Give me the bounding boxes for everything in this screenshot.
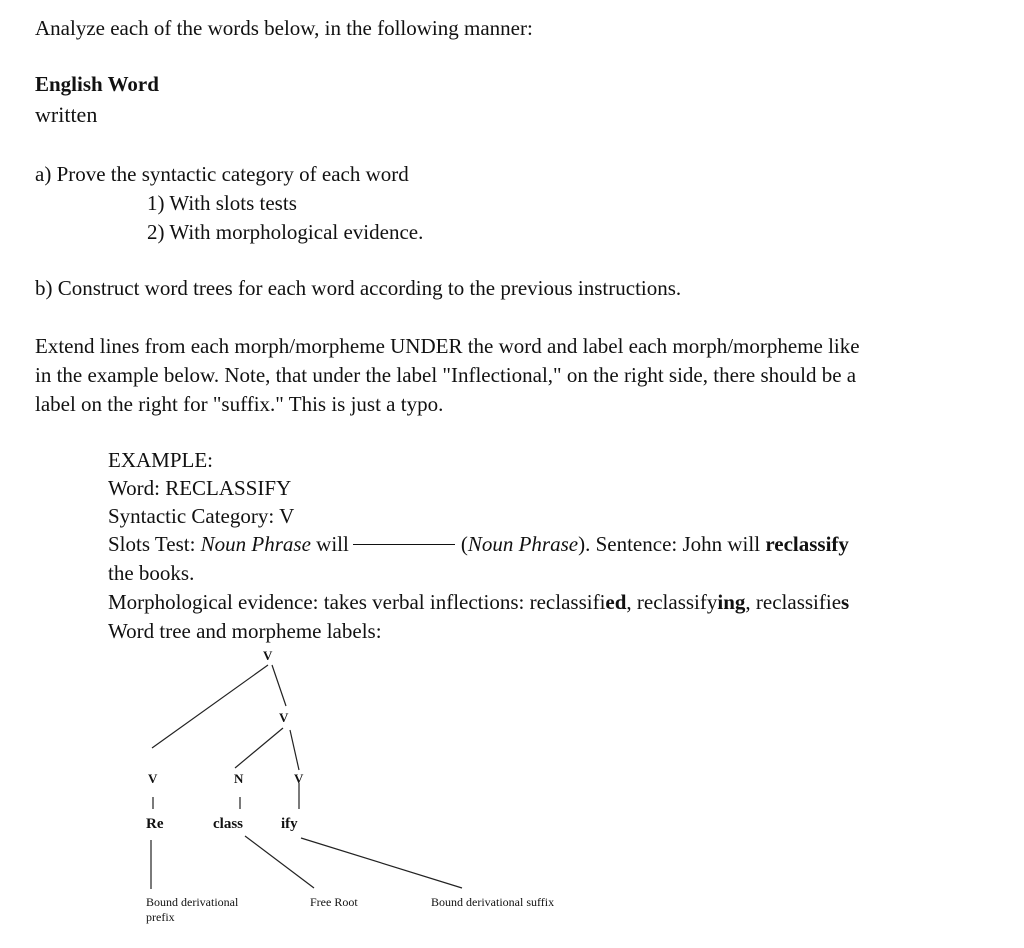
- example-slots-continuation: the books.: [108, 561, 195, 585]
- slots-bold-word: reclassify: [765, 532, 849, 556]
- tree-label-root: Free Root: [310, 895, 358, 909]
- english-word-value: written: [35, 102, 98, 127]
- extend-note-line-1: Extend lines from each morph/morpheme UNDER the word and label each morph/morpheme like: [35, 334, 860, 358]
- tree-label-line-suffix: [301, 838, 462, 888]
- slots-will: will: [310, 532, 349, 556]
- slots-np2-open: (: [460, 532, 468, 556]
- english-word-heading: English Word: [35, 72, 159, 96]
- instruction-intro: Analyze each of the words below, in the following manner:: [35, 16, 533, 40]
- tree-branch-inner-left: [235, 728, 283, 768]
- tree-branch-top-right: [272, 665, 286, 706]
- morph-bold-1: ed: [605, 590, 627, 614]
- tree-node-inner-v: V: [279, 710, 289, 725]
- tree-branch-inner-right: [290, 730, 299, 770]
- task-b-label: b) Construct word trees for each word according to the previous instructions.: [35, 276, 682, 300]
- morph-mid-2: , reclassifie: [745, 590, 842, 614]
- slots-np2-close: ). Sentence: John will: [578, 532, 766, 556]
- morph-prefix: Morphological evidence: takes verbal inflections: reclassifi: [108, 590, 606, 614]
- extend-note-line-3: label on the right for "suffix." This is just a typo.: [35, 392, 444, 416]
- example-category-line: Syntactic Category: V: [108, 504, 295, 528]
- extend-note-line-2: in the example below. Note, that under the label "Inflectional," on the right side, there should be a: [35, 363, 857, 387]
- example-tree-intro: Word tree and morpheme labels:: [108, 619, 382, 643]
- slots-np1: Noun Phrase: [200, 532, 311, 556]
- tree-label-prefix-1: Bound derivational: [146, 895, 239, 909]
- tree-morph-re: Re: [146, 816, 164, 832]
- tree-label-suffix: Bound derivational suffix: [431, 895, 555, 909]
- tree-node-leaf-v: V: [148, 771, 158, 786]
- morph-bold-2: ing: [717, 590, 746, 614]
- slots-prefix: Slots Test:: [108, 532, 201, 556]
- task-a-item-2: 2) With morphological evidence.: [147, 220, 424, 244]
- morph-bold-3: s: [841, 590, 850, 614]
- tree-morph-class: class: [213, 816, 243, 832]
- tree-node-leaf-v2: V: [294, 771, 304, 786]
- tree-node-leaf-n: N: [234, 771, 244, 786]
- slots-np2: Noun Phrase: [467, 532, 579, 556]
- tree-branch-top-left: [152, 665, 268, 748]
- tree-node-top-v: V: [263, 648, 273, 663]
- example-heading: EXAMPLE:: [108, 448, 213, 472]
- task-a-label: a) Prove the syntactic category of each word: [35, 162, 409, 186]
- task-a-item-1: 1) With slots tests: [147, 191, 297, 215]
- tree-label-line-root: [245, 836, 314, 888]
- tree-label-prefix-2: prefix: [146, 910, 175, 924]
- morph-mid-1: , reclassify: [626, 590, 718, 614]
- example-word-line: Word: RECLASSIFY: [108, 476, 292, 500]
- tree-morph-ify: ify: [281, 816, 298, 832]
